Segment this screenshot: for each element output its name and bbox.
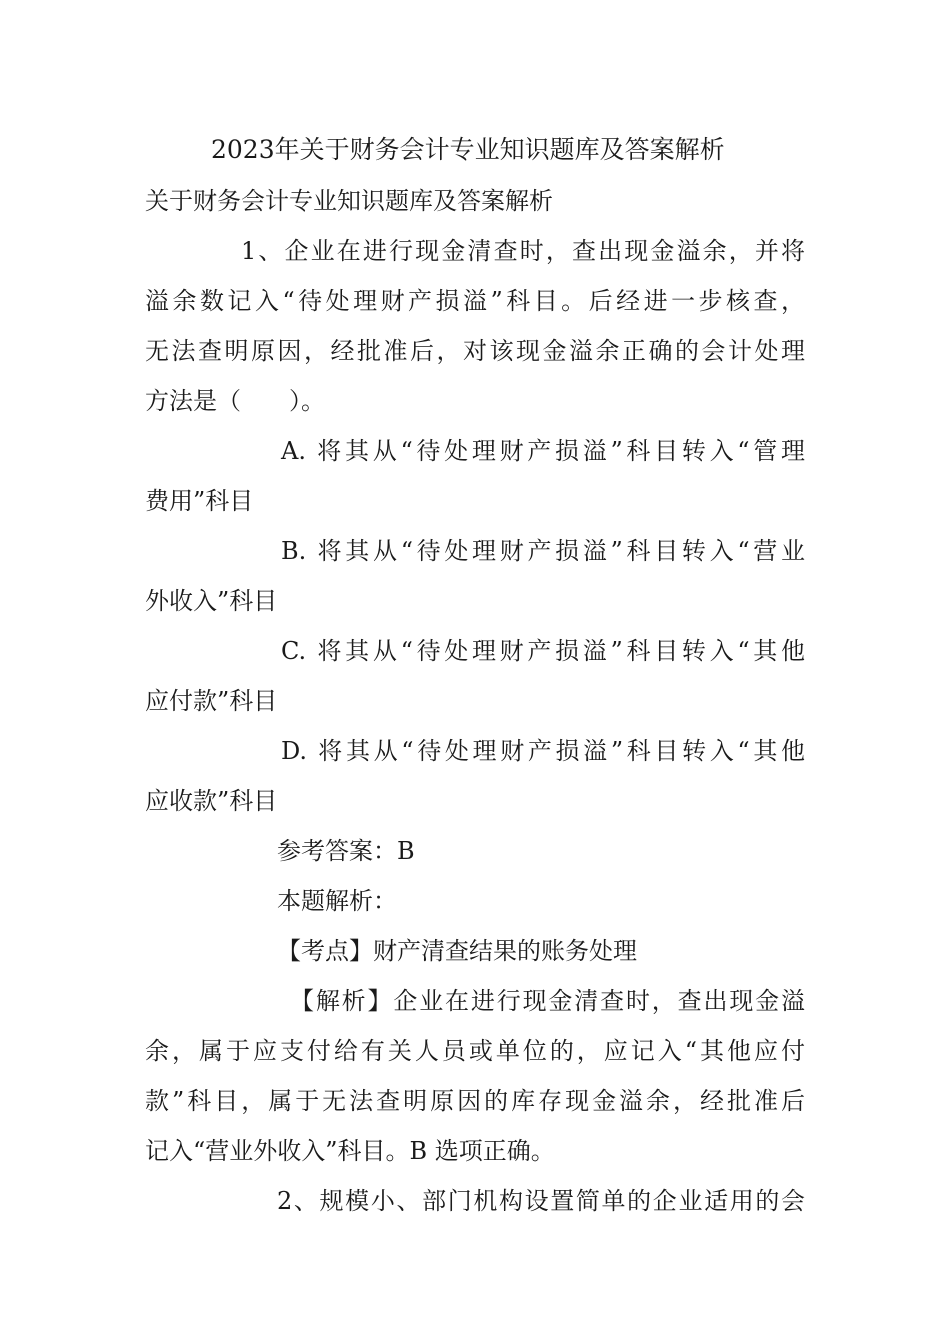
explanation-line-1: 【解析】企业在进行现金清查时，查出现金溢 bbox=[290, 987, 805, 1015]
option-d-line-2: 应收款”科目 bbox=[145, 787, 278, 815]
option-c-line-2: 应付款”科目 bbox=[145, 687, 278, 715]
option-c-line-1: C. 将其从“待处理财产损溢”科目转入“其他 bbox=[281, 637, 805, 665]
explanation-line-3: 款”科目，属于无法查明原因的库存现金溢余，经批准后 bbox=[145, 1087, 805, 1115]
option-a-line-2: 费用”科目 bbox=[145, 487, 254, 515]
question-1-line-2: 溢余数记入“待处理财产损溢”科目。后经进一步核查， bbox=[145, 287, 805, 315]
option-d-line-1: D. 将其从“待处理财产损溢”科目转入“其他 bbox=[281, 737, 805, 765]
question-2-line-1: 2、规模小、部门机构设置简单的企业适用的会 bbox=[277, 1187, 805, 1215]
reference-answer: 参考答案：B bbox=[277, 837, 415, 865]
explanation-line-2: 余，属于应支付给有关人员或单位的，应记入“其他应付 bbox=[145, 1037, 805, 1065]
option-b-line-1: B. 将其从“待处理财产损溢”科目转入“营业 bbox=[281, 537, 805, 565]
question-1-line-1: 1、企业在进行现金清查时，查出现金溢余，并将 bbox=[241, 237, 805, 265]
document-subtitle: 关于财务会计专业知识题库及答案解析 bbox=[145, 187, 553, 215]
question-1-line-4: 方法是（ ）。 bbox=[145, 387, 325, 415]
analysis-label: 本题解析： bbox=[277, 887, 397, 915]
question-1-line-3: 无法查明原因，经批准后，对该现金溢余正确的会计处理 bbox=[145, 337, 805, 365]
option-a-line-1: A. 将其从“待处理财产损溢”科目转入“管理 bbox=[281, 437, 805, 465]
key-point: 【考点】财产清查结果的账务处理 bbox=[277, 937, 637, 965]
document-title: 2023年关于财务会计专业知识题库及答案解析 bbox=[211, 135, 725, 164]
explanation-line-4: 记入“营业外收入”科目。B 选项正确。 bbox=[145, 1137, 555, 1165]
option-b-line-2: 外收入”科目 bbox=[145, 587, 278, 615]
